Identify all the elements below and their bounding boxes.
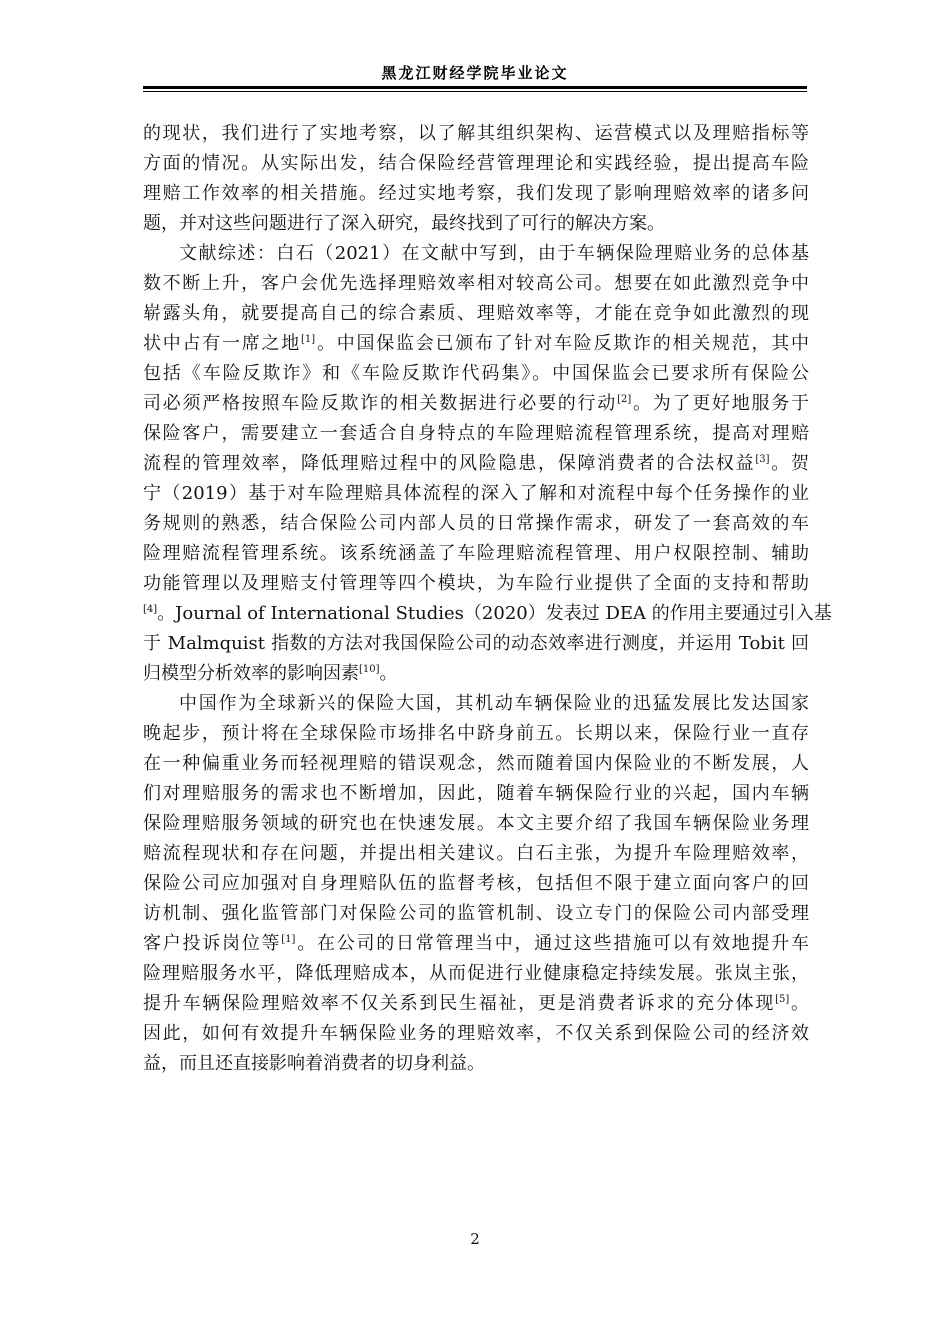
- text-segment: 。中国保监会已颁布了针对车险反欺诈的相关规范，其中: [315, 333, 810, 354]
- text-segment: 益，而且还直接影响着消费者的切身利益。: [143, 1053, 485, 1074]
- text-segment: 流程的管理效率，降低理赔过程中的风险隐患，保障消费者的合法权益: [143, 453, 756, 474]
- text-line: [143, 869, 809, 899]
- text-segment: 功能管理以及理赔支付管理等四个模块，为车险行业提供了全面的支持和帮助: [143, 573, 809, 594]
- text-segment: 归模型分析效率的影响因素: [143, 663, 359, 684]
- text-line: [143, 929, 809, 959]
- text-segment: 。贺: [769, 453, 810, 474]
- text-line: [143, 389, 809, 419]
- page-header-title: 黑龙江财经学院毕业论文: [381, 64, 569, 82]
- citation-reference: [10]: [359, 664, 380, 675]
- paragraph: [143, 119, 809, 239]
- text-line: [143, 509, 809, 539]
- text-segment: 。: [789, 993, 810, 1014]
- citation-reference: [1]: [281, 934, 296, 945]
- text-segment: 题，并对这些问题进行了深入研究，最终找到了可行的解决方案。: [143, 213, 665, 234]
- text-segment: 务规则的熟悉，结合保险公司内部人员的日常操作需求，研发了一套高效的车: [143, 513, 809, 534]
- text-line: [143, 779, 809, 809]
- text-segment: 险理赔流程管理系统。该系统涵盖了车险理赔流程管理、用户权限控制、辅助: [143, 543, 809, 564]
- text-line: [143, 809, 809, 839]
- text-line: [143, 659, 809, 689]
- text-segment: 保险公司应加强对自身理赔队伍的监督考核，包括但不限于建立面向客户的回: [143, 873, 809, 894]
- text-segment: 提升车辆保险理赔效率不仅关系到民生福祉，更是消费者诉求的充分体现: [143, 993, 776, 1014]
- text-segment: 保险理赔服务领域的研究也在快速发展。本文主要介绍了我国车辆保险业务理: [143, 813, 809, 834]
- thesis-body-text: [143, 119, 832, 1079]
- text-line: [143, 119, 809, 149]
- text-segment: 因此，如何有效提升车辆保险业务的理赔效率，不仅关系到保险公司的经济效: [143, 1023, 809, 1044]
- text-segment: 中国作为全球新兴的保险大国，其机动车辆保险业的迅猛发展比发达国家: [179, 693, 809, 714]
- citation-reference: [5]: [775, 994, 790, 1005]
- text-segment: 。在公司的日常管理当中，通过这些措施可以有效地提升车: [295, 933, 810, 954]
- citation-reference: [4]: [143, 604, 158, 615]
- text-line: [143, 569, 809, 599]
- text-segment: 崭露头角，就要提高自己的综合素质、理赔效率等，才能在竞争如此激烈的现: [143, 303, 809, 324]
- text-line: [143, 1019, 809, 1049]
- text-line: [143, 749, 809, 779]
- text-segment: 状中占有一席之地: [143, 333, 302, 354]
- text-segment: 宁（2019）基于对车险理赔具体流程的深入了解和对流程中每个任务操作的业: [143, 483, 809, 504]
- text-line: [143, 1049, 809, 1079]
- text-segment: 险理赔服务水平，降低理赔成本，从而促进行业健康稳定持续发展。张岚主张，: [143, 963, 809, 984]
- text-line: [143, 989, 809, 1019]
- text-line: [143, 449, 809, 479]
- text-segment: 的现状，我们进行了实地考察，以了解其组织架构、运营模式以及理赔指标等: [143, 123, 809, 144]
- citation-reference: [1]: [301, 334, 316, 345]
- text-line: [143, 959, 809, 989]
- text-segment: 保险客户，需要建立一套适合自身特点的车险理赔流程管理系统，提高对理赔: [143, 423, 809, 444]
- paragraph: [143, 239, 832, 689]
- header-divider-thick: [143, 86, 807, 89]
- text-segment: 司必须严格按照车险反欺诈的相关数据进行必要的行动: [143, 393, 618, 414]
- text-line: [143, 479, 809, 509]
- text-segment: 。Journal of International Studies（2020）发表过 DEA 的作用主要通过引入基: [157, 603, 832, 624]
- text-line: [143, 839, 809, 869]
- text-segment: 访机制、强化监管部门对保险公司的监管机制、设立专门的保险公司内部受理: [143, 903, 809, 924]
- text-line: [143, 149, 809, 179]
- header-divider-thin: [143, 91, 807, 92]
- text-segment: 于 Malmquist 指数的方法对我国保险公司的动态效率进行测度，并运用 Tobit 回: [143, 633, 809, 654]
- text-segment: 客户投诉岗位等: [143, 933, 282, 954]
- text-line: [143, 719, 809, 749]
- text-line: [143, 899, 809, 929]
- text-segment: 包括《车险反欺诈》和《车险反欺诈代码集》。中国保监会已要求所有保险公: [143, 363, 809, 384]
- text-segment: 晚起步，预计将在全球保险市场排名中跻身前五。长期以来，保险行业一直存: [143, 723, 809, 744]
- text-line: [143, 539, 809, 569]
- text-segment: 方面的情况。从实际出发，结合保险经营管理理论和实践经验，提出提高车险: [143, 153, 809, 174]
- text-line: [143, 629, 809, 659]
- text-line: [143, 599, 832, 629]
- page-number: 2: [470, 1230, 480, 1248]
- text-line: [143, 239, 809, 269]
- text-segment: 理赔工作效率的相关措施。经过实地考察，我们发现了影响理赔效率的诸多问: [143, 183, 809, 204]
- text-segment: 。为了更好地服务于: [631, 393, 810, 414]
- citation-reference: [2]: [617, 394, 632, 405]
- text-line: [143, 209, 809, 239]
- text-line: [143, 329, 809, 359]
- text-segment: 赔流程现状和存在问题，并提出相关建议。白石主张，为提升车险理赔效率，: [143, 843, 809, 864]
- text-segment: 们对理赔服务的需求也不断增加，因此，随着车辆保险行业的兴起，国内车辆: [143, 783, 809, 804]
- text-segment: 。: [379, 663, 398, 684]
- text-segment: 数不断上升，客户会优先选择理赔效率相对较高公司。想要在如此激烈竞争中: [143, 273, 809, 294]
- text-line: [143, 359, 809, 389]
- text-line: [143, 419, 809, 449]
- text-line: [143, 299, 809, 329]
- citation-reference: [3]: [755, 454, 770, 465]
- paragraph: [143, 689, 809, 1079]
- text-segment: 文献综述：白石（2021）在文献中写到，由于车辆保险理赔业务的总体基: [179, 243, 809, 264]
- text-line: [143, 269, 809, 299]
- text-line: [143, 689, 809, 719]
- text-segment: 在一种偏重业务而轻视理赔的错误观念，然而随着国内保险业的不断发展，人: [143, 753, 809, 774]
- text-line: [143, 179, 809, 209]
